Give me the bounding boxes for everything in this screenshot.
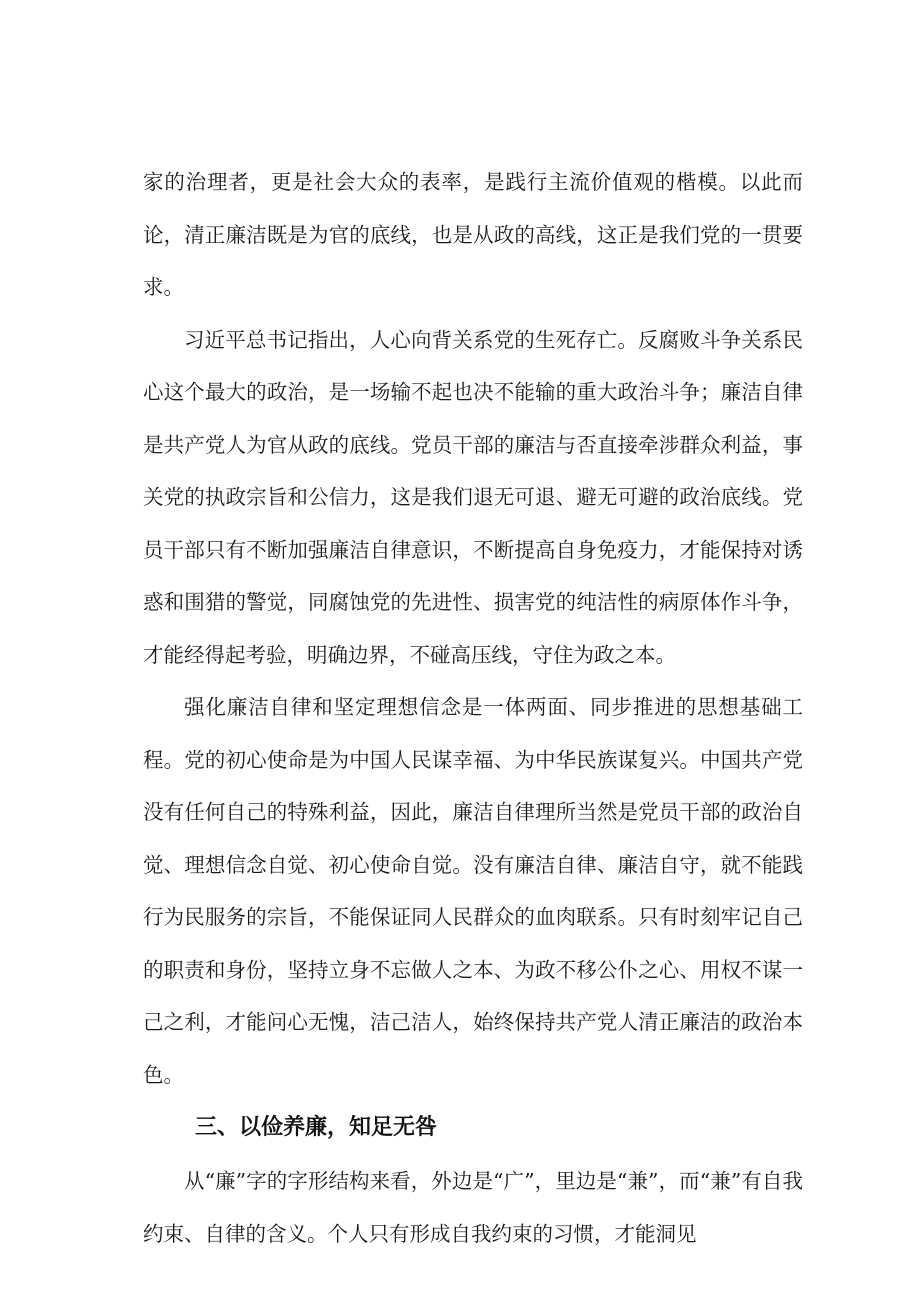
paragraph-3: 强化廉洁自律和坚定理想信念是一体两面、同步推进的思想基础工程。党的初心使命是为中国人民谋幸福、为中华民族谋复兴。中国共产党没有任何自己的特殊利益，因此，廉洁自律理所当然是党员干部的政治自觉、理想信念自觉、初心使命自觉。没有廉洁自律、廉洁自守，就不能践行为民服务的宗旨，不能保证同人民群众的血肉联系。只有时刻牢记自己的职责和身份，坚持立身不忘做人之本、为政不移公仆之心、用权不谋一己之利，才能问心无愧，洁己洁人，始终保持共产党人清正廉洁的政治本色。: [143, 695, 803, 1087]
document-body: [143, 156, 803, 1260]
paragraph-1: 家的治理者，更是社会大众的表率，是践行主流价值观的楷模。以此而论，清正廉洁既是为官的底线，也是从政的高线，这正是我们党的一贯要求。: [143, 170, 803, 299]
paragraph-2: 习近平总书记指出，人心向背关系党的生死存亡。反腐败斗争关系民心这个最大的政治，是一场输不起也决不能输的重大政治斗争；廉洁自律是共产党人为官从政的底线。党员干部的廉洁与否直接牵涉群众利益，事关党的执政宗旨和公信力，这是我们退无可退、避无可避的政治底线。党员干部只有不断加强廉洁自律意识，不断提高自身免疫力，才能保持对诱惑和围猎的警觉，同腐蚀党的先进性、损害党的纯洁性的病原体作斗争，才能经得起考验，明确边界，不碰高压线，守住为政之本。: [143, 327, 803, 667]
paragraph-4: 从“廉”字的字形结构来看，外边是“广”，里边是“兼”，而“兼”有自我约束、自律的含义。个人只有形成自我约束的习惯，才能洞见: [143, 1169, 803, 1246]
section-heading: 三、以俭养廉，知足无咎: [195, 1115, 438, 1140]
